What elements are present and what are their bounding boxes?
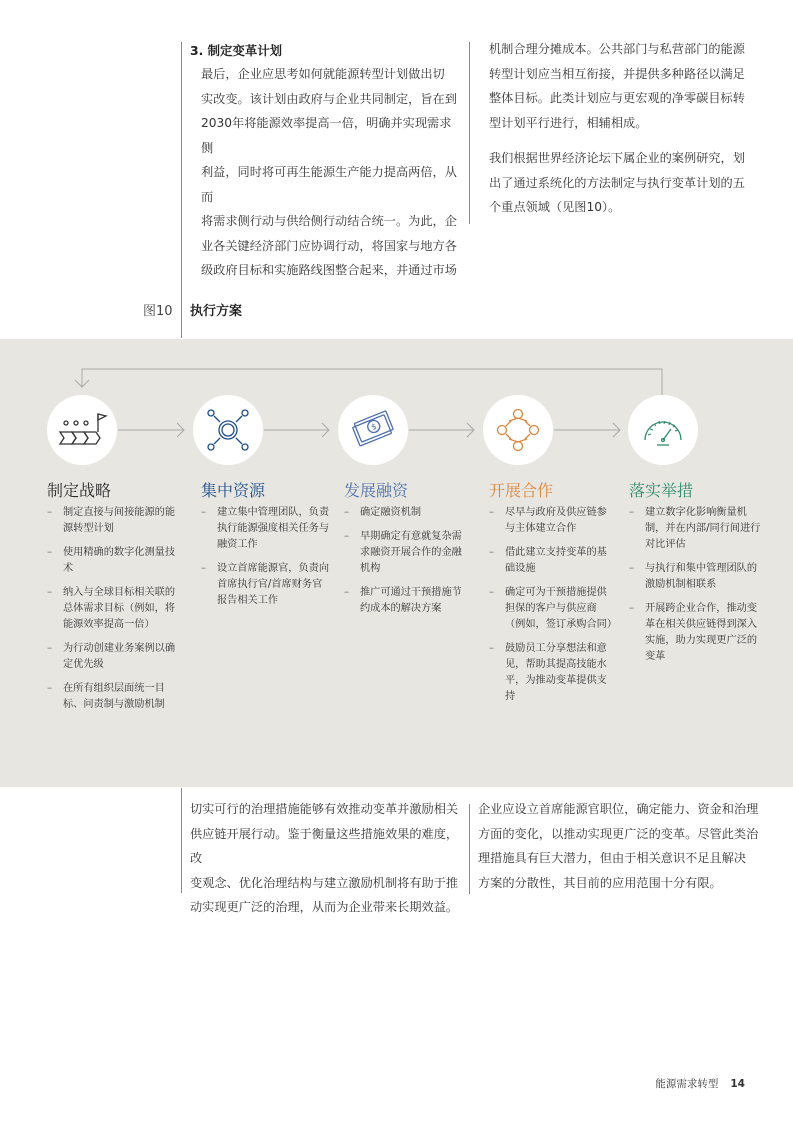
mid-rule-bottom bbox=[469, 804, 470, 894]
left-rule-top bbox=[181, 42, 182, 338]
gauge-meter-icon bbox=[628, 395, 698, 465]
list-item: – 为行动创建业务案例以确定优先级 bbox=[47, 641, 179, 673]
list-item: – 建立数字化影响衡量机制，并在内部/同行间进行对比评估 bbox=[629, 505, 763, 553]
col-title-implement: 落实举措 bbox=[629, 481, 694, 500]
list-item: – 与执行和集中管理团队的激励机制相联系 bbox=[629, 561, 763, 593]
list-item: – 借此建立支持变革的基础设施 bbox=[489, 545, 613, 577]
page-footer bbox=[655, 1076, 745, 1091]
section-right-paragraph-1: 机制合理分摊成本。公共部门与私营部门的能源 转型计划应当相互衔接，并提供多种路径以满足 整体目标。此类计划应与更宏观的净零碳目标转 型计划平行进行，相辅相成。 bbox=[489, 42, 745, 130]
list-item: – 尽早与政府及供应链参与主体建立合作 bbox=[489, 505, 613, 537]
list-item: – 确定可为干预措施提供担保的客户与供应商（例如，签订承购合同） bbox=[489, 585, 613, 633]
list-item: – 使用精确的数字化测量技术 bbox=[47, 545, 179, 577]
list-item: – 确定融资机制 bbox=[344, 505, 464, 521]
figure-panel bbox=[0, 339, 793, 787]
footer-title: 能源需求转型 bbox=[655, 1078, 719, 1090]
col-list-implement bbox=[629, 505, 763, 673]
col-title-collaboration: 开展合作 bbox=[489, 481, 554, 500]
money-financing-icon bbox=[338, 395, 408, 465]
col-list-strategy bbox=[47, 505, 179, 721]
centralize-resources-icon bbox=[193, 395, 263, 465]
list-item: – 在所有组织层面统一目标、问责制与激励机制 bbox=[47, 681, 179, 713]
col-list-centralize bbox=[201, 505, 331, 617]
list-item: – 纳入与全球目标相关联的总体需求目标（例如，将能源效率提高一倍） bbox=[47, 585, 179, 633]
strategy-flag-icon bbox=[47, 395, 117, 465]
mid-rule-top bbox=[469, 42, 470, 224]
col-list-collaboration bbox=[489, 505, 618, 713]
col-title-centralize: 集中资源 bbox=[201, 481, 266, 500]
list-item: – 早期确定有意就复杂需求融资开展合作的金融机构 bbox=[344, 529, 464, 577]
list-item: – 推广可通过干预措施节约成本的解决方案 bbox=[344, 585, 464, 617]
collaboration-network-icon bbox=[483, 395, 553, 465]
left-rule-bottom bbox=[181, 788, 182, 893]
section-left-paragraph: 最后，企业应思考如何就能源转型计划做出切 实改变。该计划由政府与企业共同制定，旨在到 2030年将能源效率提高一倍，明确并实现需求侧 利益，同时将可再生能源生产能力提高两倍，从而 将需求侧行动与供给侧行动结合统一。为此，企 业各关键经济部门应协调行动，将国家与地方各 级政府目标和实施路线图整合起来，并通过市场 bbox=[201, 67, 457, 277]
list-item: – 制定直接与间接能源的能源转型计划 bbox=[47, 505, 179, 537]
list-item: – 建立集中管理团队，负责执行能源强度相关任务与融资工作 bbox=[201, 505, 331, 553]
bottom-right-paragraph: 企业应设立首席能源官职位，确定能力、资金和治理 方面的变化，以推动实现更广泛的变革。尽管此类治 理措施具有巨大潜力，但由于相关意识不足且解决 方案的分散性，其目前的应用范围十分有限。 bbox=[478, 802, 759, 890]
section-title: 3. 制定变革计划 bbox=[190, 43, 282, 58]
col-title-strategy: 制定战略 bbox=[47, 481, 112, 500]
list-item: – 开展跨企业合作，推动变革在相关供应链得到深入实施，助力实现更广泛的变革 bbox=[629, 601, 763, 665]
list-item: – 鼓励员工分享想法和意见，帮助其提高技能水平，为推动变革提供支持 bbox=[489, 641, 613, 705]
list-item: – 设立首席能源官，负责向首席执行官/首席财务官报告相关工作 bbox=[201, 561, 331, 609]
figure-label: 图10 bbox=[143, 304, 173, 319]
col-list-financing bbox=[344, 505, 464, 625]
figure-title: 执行方案 bbox=[190, 304, 243, 319]
page-number: 14 bbox=[730, 1078, 745, 1090]
svg-text:$: $ bbox=[369, 421, 379, 433]
col-title-financing: 发展融资 bbox=[344, 481, 409, 500]
bottom-left-paragraph: 切实可行的治理措施能够有效推动变革并激励相关 供应链开展行动。鉴于衡量这些措施效果的难度，改 变观念、优化治理结构与建立激励机制将有助于推 动实现更广泛的治理，从而为企业带来长期效益。 bbox=[190, 802, 459, 914]
section-right-paragraph-2: 我们根据世界经济论坛下属企业的案例研究，划 出了通过系统化的方法制定与执行变革计划的五 个重点领域（见图10）。 bbox=[489, 151, 745, 214]
